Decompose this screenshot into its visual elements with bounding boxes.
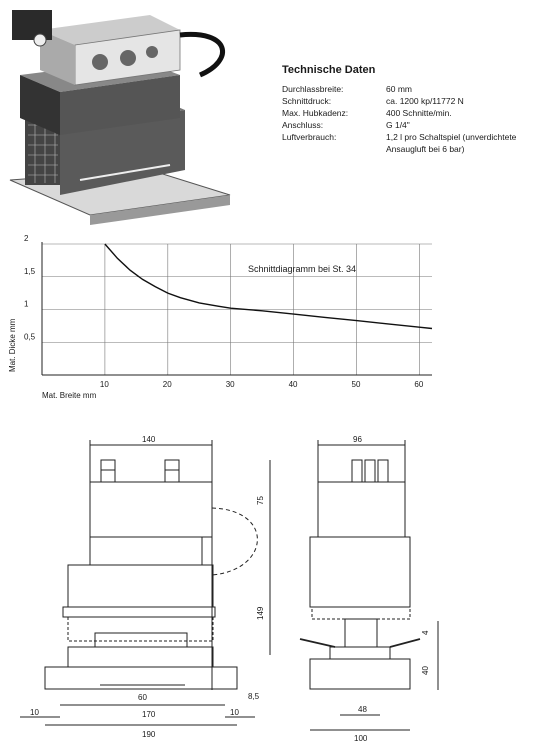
x-tick-label: 30 <box>225 380 235 389</box>
chart-title: Schnittdiagramm bei St. 34 <box>248 264 357 274</box>
frame-dashed <box>68 617 213 641</box>
base-plate <box>45 667 237 689</box>
spec-value: 60 mm <box>386 84 412 94</box>
y-tick-label: 2 <box>24 234 29 243</box>
spec-value: 1,2 l pro Schaltspiel (unverdichtete <box>386 132 517 142</box>
y-tick-labels <box>24 234 36 341</box>
spec-label: Schnittdruck: <box>282 96 332 106</box>
x-tick-label: 10 <box>99 380 109 389</box>
y-tick-label: 1 <box>24 299 29 309</box>
dim-label: 75 <box>256 496 265 505</box>
spec-value: ca. 1200 kp/11772 N <box>386 96 464 106</box>
dim-label: 60 <box>138 693 147 702</box>
dim-label: 149 <box>256 606 265 620</box>
body-main <box>68 565 213 607</box>
dim-label: 140 <box>142 435 156 444</box>
spec-label: Luftverbrauch: <box>282 132 337 142</box>
dim-label: 8,5 <box>248 692 260 701</box>
series-line <box>105 244 432 329</box>
spec-label: Anschluss: <box>282 120 324 130</box>
hose-outline <box>212 508 257 575</box>
spec-label: Max. Hubkadenz: <box>282 108 349 118</box>
x-tick-label: 50 <box>351 380 361 389</box>
spec-label: Durchlassbreite: <box>282 84 344 94</box>
base-plate <box>310 659 410 689</box>
technical-drawings <box>0 425 549 743</box>
x-tick-labels <box>100 380 424 389</box>
lower-block <box>68 647 213 667</box>
side-view <box>300 440 438 730</box>
x-tick-label: 40 <box>288 380 298 389</box>
dim-label: 190 <box>142 730 156 739</box>
y-axis-label: Mat. Dicke mm <box>8 318 17 372</box>
fitting <box>165 460 179 482</box>
dim-label: 100 <box>354 734 368 743</box>
x-tick-label: 20 <box>162 380 172 389</box>
front-dimensions <box>30 435 265 739</box>
x-axis-label: Mat. Breite mm <box>42 391 97 400</box>
dim-label: 10 <box>230 708 239 717</box>
dim-label: 10 <box>30 708 39 717</box>
front-view <box>20 440 270 725</box>
shaft <box>345 619 377 647</box>
dim-label: 40 <box>421 666 430 675</box>
spec-value: 400 Schnitte/min. <box>386 108 452 118</box>
y-tick-label: 0,5 <box>24 332 36 342</box>
spec-value: Ansaugluft bei 6 bar) <box>386 144 465 154</box>
y-tick-label: 1,5 <box>24 266 36 276</box>
valve-block <box>90 482 212 537</box>
plate <box>63 607 215 617</box>
dim-label: 48 <box>358 705 367 714</box>
specs-title: Technische Daten <box>282 64 376 76</box>
cutting-chart <box>0 232 549 410</box>
fitting <box>101 460 115 482</box>
dim-label: 170 <box>142 710 156 719</box>
spec-value: G 1/4" <box>386 120 410 130</box>
chart-grid <box>42 244 432 375</box>
dim-label: 96 <box>353 435 362 444</box>
x-tick-label: 60 <box>414 380 424 389</box>
product-photo <box>0 0 250 225</box>
body-main <box>310 537 410 607</box>
valve-block <box>318 482 405 537</box>
dim-label: 4 <box>421 630 430 635</box>
body-upper <box>90 537 202 565</box>
die <box>95 633 187 647</box>
